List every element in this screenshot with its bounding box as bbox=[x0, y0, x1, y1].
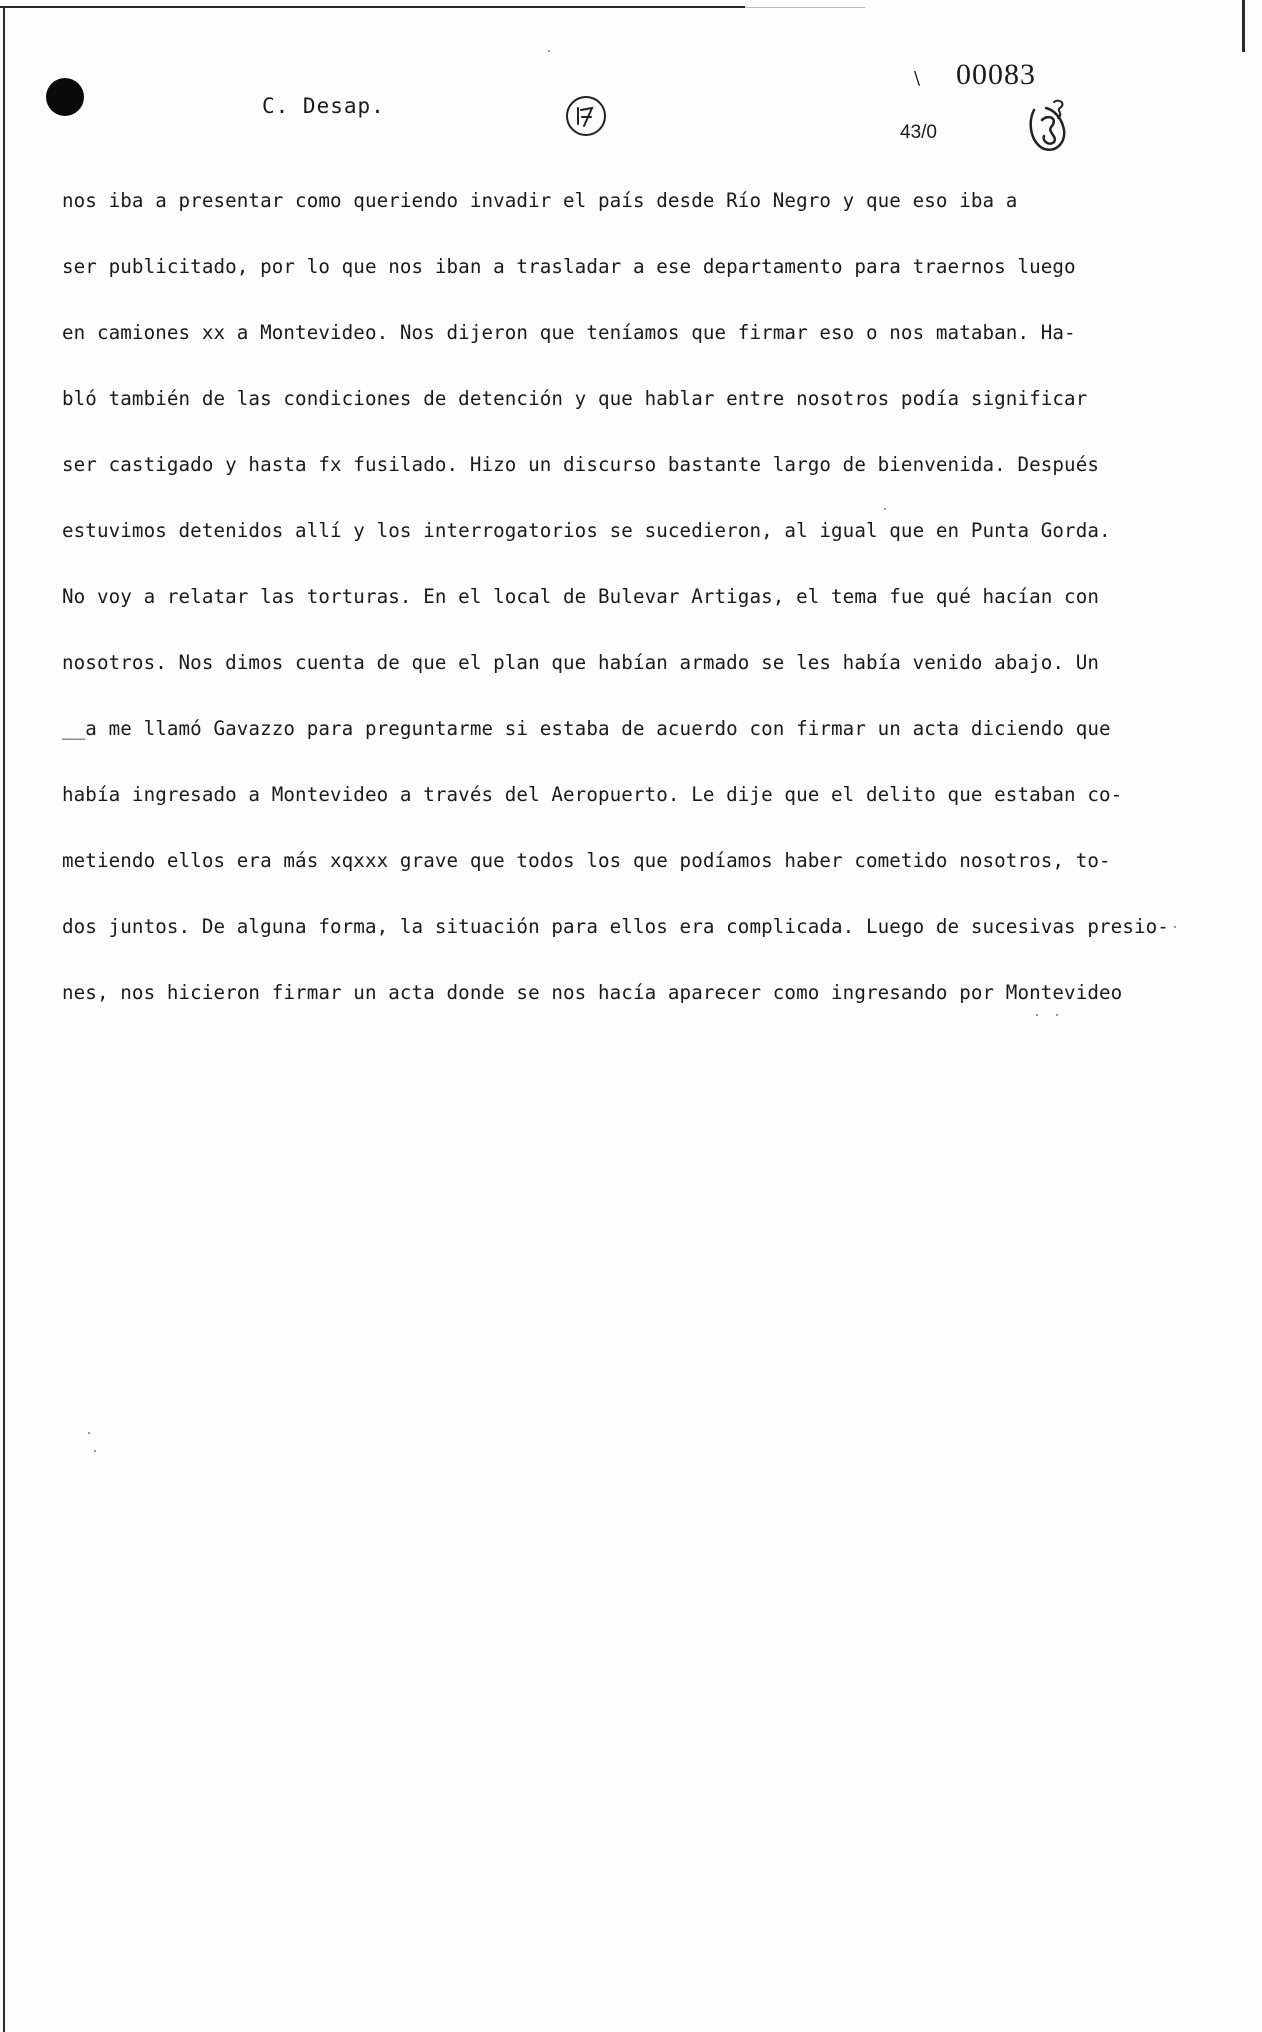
body-text bbox=[62, 186, 1169, 1044]
scan-speck bbox=[548, 50, 550, 52]
text-line: metiendo ellos era más xqxxx grave que todos los que podíamos haber cometido nosotros, to- bbox=[62, 849, 1111, 872]
scan-speck bbox=[88, 1432, 90, 1434]
text-line: No voy a relatar las torturas. En el local de Bulevar Artigas, el tema fue qué hacían con bbox=[62, 585, 1100, 608]
scan-speck bbox=[884, 508, 886, 510]
scan-frame-left bbox=[3, 6, 5, 2032]
scan-speck bbox=[1056, 1014, 1058, 1016]
text-line: había ingresado a Montevideo a través del Aeropuerto. Le dije que el delito que estaban co- bbox=[62, 783, 1123, 806]
text-line: bló también de las condiciones de detención y que hablar entre nosotros podía significar bbox=[62, 387, 1088, 410]
scan-speck bbox=[1174, 926, 1176, 928]
text-line: nos iba a presentar como queriendo invadir el país desde Río Negro y que eso iba a bbox=[62, 189, 1018, 212]
text-line: dos juntos. De alguna forma, la situación para ellos era complicada. Luego de sucesivas presio- bbox=[62, 915, 1169, 938]
tick-mark: \ bbox=[914, 68, 921, 89]
scan-speck bbox=[1036, 1014, 1038, 1016]
folio-handwritten-circle bbox=[564, 94, 608, 138]
text-line: __a me llamó Gavazzo para preguntarme si estaba de acuerdo con firmar un acta diciendo que bbox=[62, 717, 1111, 740]
scan-frame-right bbox=[1242, 0, 1245, 52]
text-line: nosotros. Nos dimos cuenta de que el plan que habían armado se les había venido abajo. Un bbox=[62, 651, 1100, 674]
document-number: 00083 bbox=[956, 58, 1036, 91]
text-line: en camiones xx a Montevideo. Nos dijeron que teníamos que firmar eso o nos mataban. Ha- bbox=[62, 321, 1076, 344]
scan-frame-top-faint bbox=[745, 7, 865, 8]
text-line: nes, nos hicieron firmar un acta donde se nos hacía aparecer como ingresando por Montevideo bbox=[62, 981, 1123, 1004]
punch-hole bbox=[46, 78, 84, 116]
text-line: ser castigado y hasta fx fusilado. Hizo un discurso bastante largo de bienvenida. Después bbox=[62, 453, 1100, 476]
text-line: ser publicitado, por lo que nos iban a trasladar a ese departamento para traernos luego bbox=[62, 255, 1076, 278]
text-line: estuvimos detenidos allí y los interrogatorios se sucedieron, al igual que en Punta Gorda. bbox=[62, 519, 1111, 542]
scan-frame-top bbox=[0, 6, 745, 8]
scan-speck bbox=[94, 1450, 96, 1452]
handwritten-stamp-mark bbox=[1024, 96, 1072, 156]
header-label: C. Desap. bbox=[262, 94, 385, 118]
page-number: 43/0 bbox=[900, 122, 937, 143]
